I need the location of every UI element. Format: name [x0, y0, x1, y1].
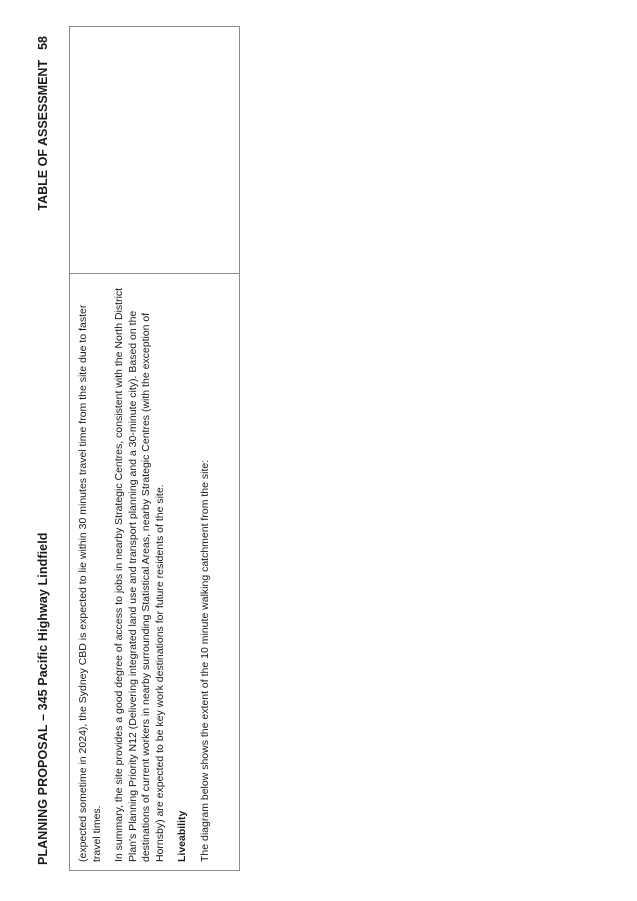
section-title: TABLE OF ASSESSMENT — [36, 59, 50, 211]
page-header-right — [36, 36, 50, 211]
page-number: 58 — [36, 36, 50, 50]
document-title: PLANNING PROPOSAL – 345 Pacific Highway Lindfield — [36, 532, 50, 865]
assessment-table — [69, 26, 240, 871]
assessment-empty-cell — [70, 27, 239, 273]
paragraph-travel-time: (expected sometime in 2024), the Sydney CBD is expected to lie within 30 minutes travel time from the site due to faster travel times. — [77, 304, 103, 862]
assessment-comment-cell — [70, 273, 239, 870]
paragraph-walking-catchment: The diagram below shows the extent of the 10 minute walking catchment from the site: — [198, 459, 211, 862]
liveability-heading: Liveability — [176, 810, 188, 862]
paragraph-summary: In summary, the site provides a good degree of access to jobs in nearby Strategic Centres, consistent with the North District Plan's Planning Priority N12 (Delivering integrated land use and transport planning and a 30-minute city). Based on the destinations of current workers in nearby surrounding Statistical Areas, nearby Strategic Centres (with the exception of Hornsby) are expected to be key work destinations for future residents of the site. — [113, 287, 166, 862]
